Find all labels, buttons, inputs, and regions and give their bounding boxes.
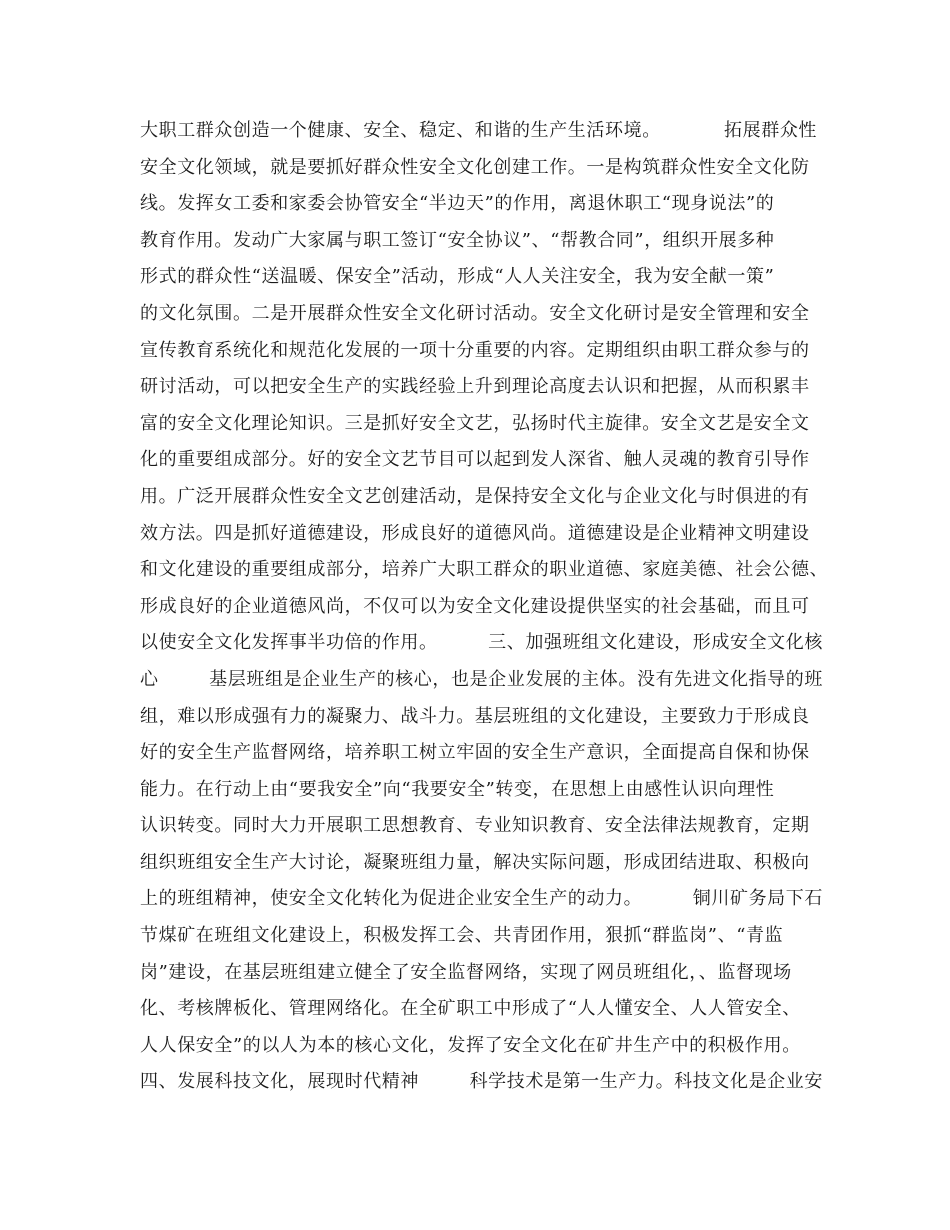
- text-line: 岗”建设，在基层班组建立健全了安全监督网络，实现了网员班组化，、监督现场: [140, 961, 792, 983]
- text-line: 组织班组安全生产大讨论，凝聚班组力量，解决实际问题，形成团结进取、积极向: [140, 851, 810, 873]
- text-line: 好的安全生产监督网络，培养职工树立牢固的安全生产意识，全面提高自保和协保: [140, 742, 810, 764]
- text-line: 的文化氛围。二是开展群众性安全文化研讨活动。安全文化研讨是安全管理和安全: [140, 302, 810, 324]
- text-line: 富的安全文化理论知识。三是抓好安全文艺，弘扬时代主旋律。安全文艺是安全文: [140, 412, 810, 434]
- text-line: 化的重要组成部分。好的安全文艺节目可以起到发人深省、触人灵魂的教育引导作: [140, 449, 810, 471]
- text-line: 化、考核牌板化、管理网络化。在全矿职工中形成了“人人懂安全、人人管安全、: [140, 998, 801, 1020]
- text-line: 心 基层班组是企业生产的核心，也是企业发展的主体。没有先进文化指导的班: [140, 668, 823, 690]
- text-line: 以使安全文化发挥事半功倍的作用。 三、加强班组文化建设，形成安全文化核: [140, 632, 823, 654]
- text-line: 形成良好的企业道德风尚，不仅可以为安全文化建设提供坚实的社会基础，而且可: [140, 595, 810, 617]
- text-line: 认识转变。同时大力开展职工思想教育、专业知识教育、安全法律法规教育，定期: [140, 815, 810, 837]
- text-line: 人人保安全”的以人为本的核心文化，发挥了安全文化在矿井生产中的积极作用。: [140, 1034, 801, 1056]
- text-line: 用。广泛开展群众性安全文艺创建活动，是保持安全文化与企业文化与时俱进的有: [140, 485, 810, 507]
- text-line: 上的班组精神，使安全文化转化为促进企业安全生产的动力。 铜川矿务局下石: [140, 888, 823, 910]
- text-line: 宣传教育系统化和规范化发展的一项十分重要的内容。定期组织由职工群众参与的: [140, 339, 810, 361]
- text-line: 大职工群众创造一个健康、安全、稳定、和谐的生产生活环境。 拓展群众性: [140, 120, 818, 141]
- body-text: [140, 113, 830, 1101]
- text-line: 组，难以形成强有力的凝聚力、战斗力。基层班组的文化建设，主要致力于形成良: [140, 705, 810, 727]
- text-line: 效方法。四是抓好道德建设，形成良好的道德风尚。道德建设是企业精神文明建设: [140, 522, 810, 544]
- text-line: 研讨活动，可以把安全生产的实践经验上升到理论高度去认识和把握，从而积累丰: [140, 376, 810, 398]
- text-line: 形式的群众性“送温暖、保安全”活动，形成“人人关注安全，我为安全献一策”: [140, 266, 775, 288]
- text-line: 安全文化领域，就是要抓好群众性安全文化创建工作。一是构筑群众性安全文化防: [140, 156, 810, 178]
- text-line: 能力。在行动上由“要我安全”向“我要安全”转变，在思想上由感性认识向理性: [140, 778, 775, 800]
- text-line: 教育作用。发动广大家属与职工签订“安全协议”、“帮教合同”，组织开展多种: [140, 229, 775, 251]
- text-line: 节煤矿在班组文化建设上，积极发挥工会、共青团作用，狠抓“群监岗”、“青监: [140, 925, 784, 947]
- text-line: 四、发展科技文化，展现时代精神 科学技术是第一生产力。科技文化是企业安: [140, 1071, 823, 1093]
- text-line: 和文化建设的重要组成部分，培养广大职工群众的职业道德、家庭美德、社会公德、: [140, 559, 829, 581]
- text-line: 线。发挥女工委和家委会协管安全“半边天”的作用，离退休职工“现身说法”的: [140, 193, 775, 215]
